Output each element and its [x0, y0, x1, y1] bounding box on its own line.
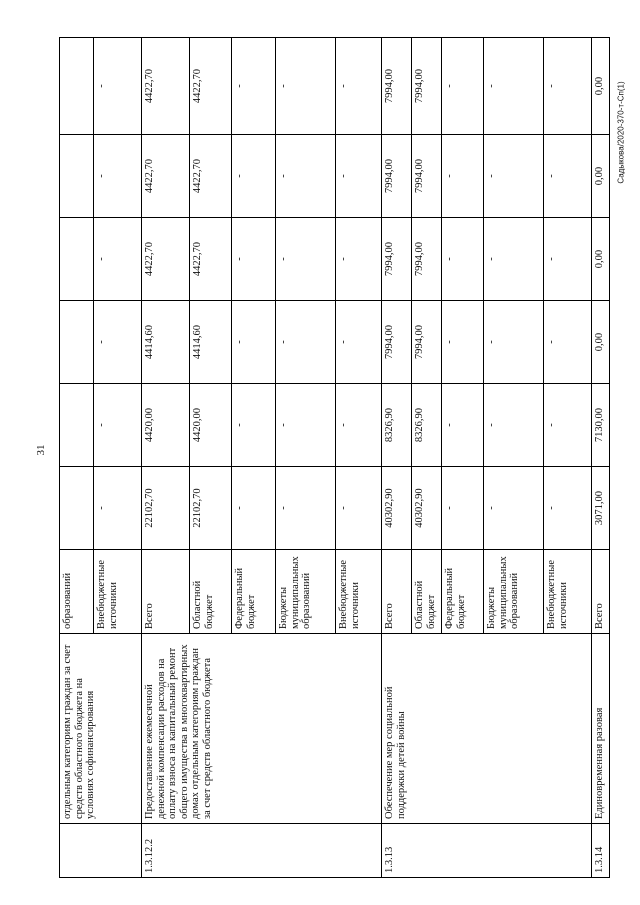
source-cell: Федеральный бюджет — [442, 550, 484, 634]
description-cell: Единовременная разовая — [592, 634, 610, 824]
value-cell: - — [276, 38, 336, 135]
value-cell: 0,00 — [592, 301, 610, 384]
value-cell: 0,00 — [592, 135, 610, 218]
value-cell: 8326,90 — [382, 384, 412, 467]
value-cell: - — [442, 135, 484, 218]
table-row — [382, 38, 412, 878]
value-cell: 7994,00 — [412, 38, 442, 135]
value-cell: 4422,70 — [190, 38, 232, 135]
value-cell: - — [484, 301, 544, 384]
value-cell: - — [232, 38, 276, 135]
description-cell: Предоставление ежемесячной денежной компенсации расходов на оплату взноса на капитальный ремонт общего имущества в многоквартирных домах отдельным категориям граждан за счет средств областного бюджета — [142, 634, 382, 824]
value-cell: - — [336, 38, 382, 135]
value-cell: - — [544, 38, 592, 135]
value-cell: - — [484, 384, 544, 467]
value-cell: - — [94, 38, 142, 135]
value-cell: 7994,00 — [412, 135, 442, 218]
value-cell: - — [276, 301, 336, 384]
value-cell: 4422,70 — [142, 218, 190, 301]
source-cell: Бюджеты муниципальных образований — [484, 550, 544, 634]
value-cell: 4422,70 — [190, 218, 232, 301]
source-cell: Областной бюджет — [190, 550, 232, 634]
value-cell: - — [484, 135, 544, 218]
value-cell: - — [232, 135, 276, 218]
value-cell: - — [94, 384, 142, 467]
value-cell: - — [544, 384, 592, 467]
value-cell: - — [336, 467, 382, 550]
value-cell: - — [336, 384, 382, 467]
code-cell: 1.3.13 — [382, 824, 592, 878]
value-cell: - — [442, 384, 484, 467]
value-cell: - — [232, 301, 276, 384]
value-cell: 4420,00 — [190, 384, 232, 467]
source-cell: Бюджеты муниципальных образований — [276, 550, 336, 634]
value-cell: - — [484, 218, 544, 301]
value-cell: - — [232, 218, 276, 301]
source-cell: Всего — [142, 550, 190, 634]
source-cell: образований — [60, 550, 94, 634]
value-cell: 0,00 — [592, 38, 610, 135]
value-cell: 7130,00 — [592, 384, 610, 467]
value-cell: - — [232, 467, 276, 550]
document-reference: Садыкова/2020-370-т-Сп(1) — [616, 81, 626, 184]
value-cell: 40302,90 — [382, 467, 412, 550]
value-cell: 3071,00 — [592, 467, 610, 550]
table-row — [592, 38, 610, 878]
value-cell: - — [484, 38, 544, 135]
value-cell: 4414,60 — [190, 301, 232, 384]
value-cell: - — [336, 135, 382, 218]
value-cell: - — [442, 467, 484, 550]
value-cell — [60, 384, 94, 467]
value-cell: - — [442, 301, 484, 384]
budget-table — [59, 37, 610, 878]
value-cell: - — [276, 135, 336, 218]
value-cell: 7994,00 — [412, 301, 442, 384]
table-row — [142, 38, 190, 878]
value-cell: 22102,70 — [190, 467, 232, 550]
value-cell: 22102,70 — [142, 467, 190, 550]
source-cell: Внебюджетные источники — [544, 550, 592, 634]
source-cell: Внебюджетные источники — [94, 550, 142, 634]
value-cell: 40302,90 — [412, 467, 442, 550]
value-cell: - — [442, 218, 484, 301]
value-cell — [60, 218, 94, 301]
value-cell: 7994,00 — [382, 135, 412, 218]
value-cell: - — [544, 135, 592, 218]
value-cell: 4422,70 — [142, 135, 190, 218]
source-cell: Всего — [592, 550, 610, 634]
source-cell: Федеральный бюджет — [232, 550, 276, 634]
value-cell: - — [94, 301, 142, 384]
code-cell — [60, 824, 142, 878]
source-cell: Внебюджетные источники — [336, 550, 382, 634]
value-cell: 4422,70 — [142, 38, 190, 135]
value-cell: - — [94, 218, 142, 301]
description-cell: Обеспечение мер социальной поддержки детей войны — [382, 634, 592, 824]
value-cell — [60, 38, 94, 135]
value-cell: 4422,70 — [190, 135, 232, 218]
value-cell: 4420,00 — [142, 384, 190, 467]
source-cell: Всего — [382, 550, 412, 634]
code-cell: 1.3.12.2 — [142, 824, 382, 878]
value-cell: - — [544, 467, 592, 550]
value-cell: - — [336, 301, 382, 384]
value-cell: 7994,00 — [382, 301, 412, 384]
value-cell: 8326,90 — [412, 384, 442, 467]
value-cell: 4414,60 — [142, 301, 190, 384]
value-cell: - — [336, 218, 382, 301]
rotated-table-container — [59, 38, 605, 878]
value-cell: - — [232, 384, 276, 467]
value-cell: - — [94, 467, 142, 550]
value-cell: - — [442, 38, 484, 135]
value-cell: - — [276, 218, 336, 301]
value-cell: 7994,00 — [382, 38, 412, 135]
value-cell: 0,00 — [592, 218, 610, 301]
source-cell: Областной бюджет — [412, 550, 442, 634]
value-cell — [60, 301, 94, 384]
value-cell: - — [276, 384, 336, 467]
value-cell: - — [484, 467, 544, 550]
table-row — [60, 38, 94, 878]
value-cell: - — [276, 467, 336, 550]
value-cell: 7994,00 — [412, 218, 442, 301]
code-cell: 1.3.14 — [592, 824, 610, 878]
value-cell — [60, 135, 94, 218]
description-cell: отдельным категориям граждан за счет средств областного бюджета на условиях софинансирования — [60, 634, 142, 824]
value-cell: - — [94, 135, 142, 218]
page-number: 31 — [35, 444, 47, 456]
value-cell: - — [544, 218, 592, 301]
value-cell: - — [544, 301, 592, 384]
value-cell: 7994,00 — [382, 218, 412, 301]
value-cell — [60, 467, 94, 550]
